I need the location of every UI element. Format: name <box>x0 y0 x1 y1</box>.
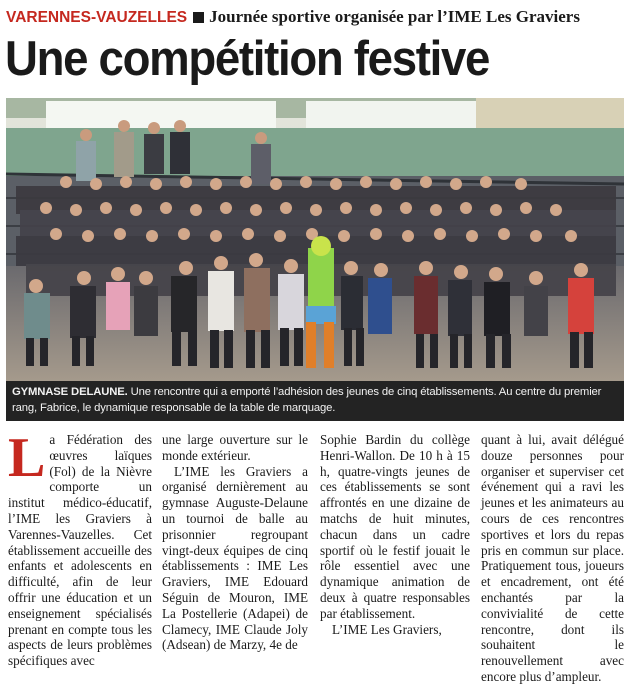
column-4-paragraph: quant à lui, avait délégué douze personnes pour organiser et superviser cet événement qui a ravi les jeunes et les animateurs au cours de ces rencontres sportives et lors du repas pris en commun sur place. Pratiquement tous, joueurs et encadrement, ont été enchantés par la convivialité de cette rencontre, dont ils souhaitent le renouvellement avec encore plus d’ampleur. <box>481 432 624 684</box>
kicker-subtitle: Journée sportive organisée par l’IME Les Graviers <box>209 7 580 26</box>
caption-lead: GYMNASE DELAUNE. <box>12 386 128 398</box>
drop-cap: L <box>8 427 46 489</box>
article-column-1 <box>8 427 152 669</box>
square-bullet-icon <box>193 12 204 23</box>
article-column-2 <box>162 432 308 653</box>
article-column-3 <box>320 432 470 638</box>
column-2-paragraph-1: une large ouverture sur le monde extérieur. <box>162 432 308 463</box>
kicker <box>6 6 626 28</box>
column-1-text: a Fédération des œuvres laïques (Fol) de la Nièvre comporte un institut médico-éducatif, l’IME les Graviers à Varennes-Vauzelles. Cet établissement accueille des enfants et adolescents en difficulté, afin de leur offrir une éducation et un enseignement spécialisés prenant en compte tous les aspects de leurs problèmes spécifiques avec <box>8 432 152 669</box>
kicker-location: VARENNES-VAUZELLES <box>6 9 188 26</box>
headline: Une compétition festive <box>5 32 490 86</box>
group-photo-icon <box>6 98 624 381</box>
article-column-4 <box>481 432 624 684</box>
column-3-paragraph-1: Sophie Bardin du collège Henri-Wallon. De 10 h à 15 h, quatre-vingts jeunes de ces établissements se sont affrontés en une dizaine de matchs de huit minutes, chacun dans un cadre sportif où le festif jouait le rôle essentiel avec une dynamique animation de deux à quatre responsables par établissement. <box>320 432 470 621</box>
photo-caption <box>6 381 624 421</box>
caption-text: Une rencontre qui a emporté l’adhésion des jeunes de cinq établissements. Au centre du premier rang, Fabrice, le dynamique responsable de la table de marquage. <box>12 386 602 414</box>
article-photo <box>6 98 624 381</box>
column-3-paragraph-2: L’IME Les Graviers, <box>332 621 442 637</box>
article-body <box>8 427 624 684</box>
column-2-paragraph-2: L’IME les Graviers a organisé dernièrement au gymnase Auguste-Delaune un tournoi de balle au prisonnier regroupant vingt-deux équipes de cinq établissements : IME Les Graviers, IME Edouard Séguin de Mouron, IME La Postellerie (Adapei) de Clamecy, IME Claude Joly (Adsean) de Marzy, 4e de <box>162 463 308 653</box>
